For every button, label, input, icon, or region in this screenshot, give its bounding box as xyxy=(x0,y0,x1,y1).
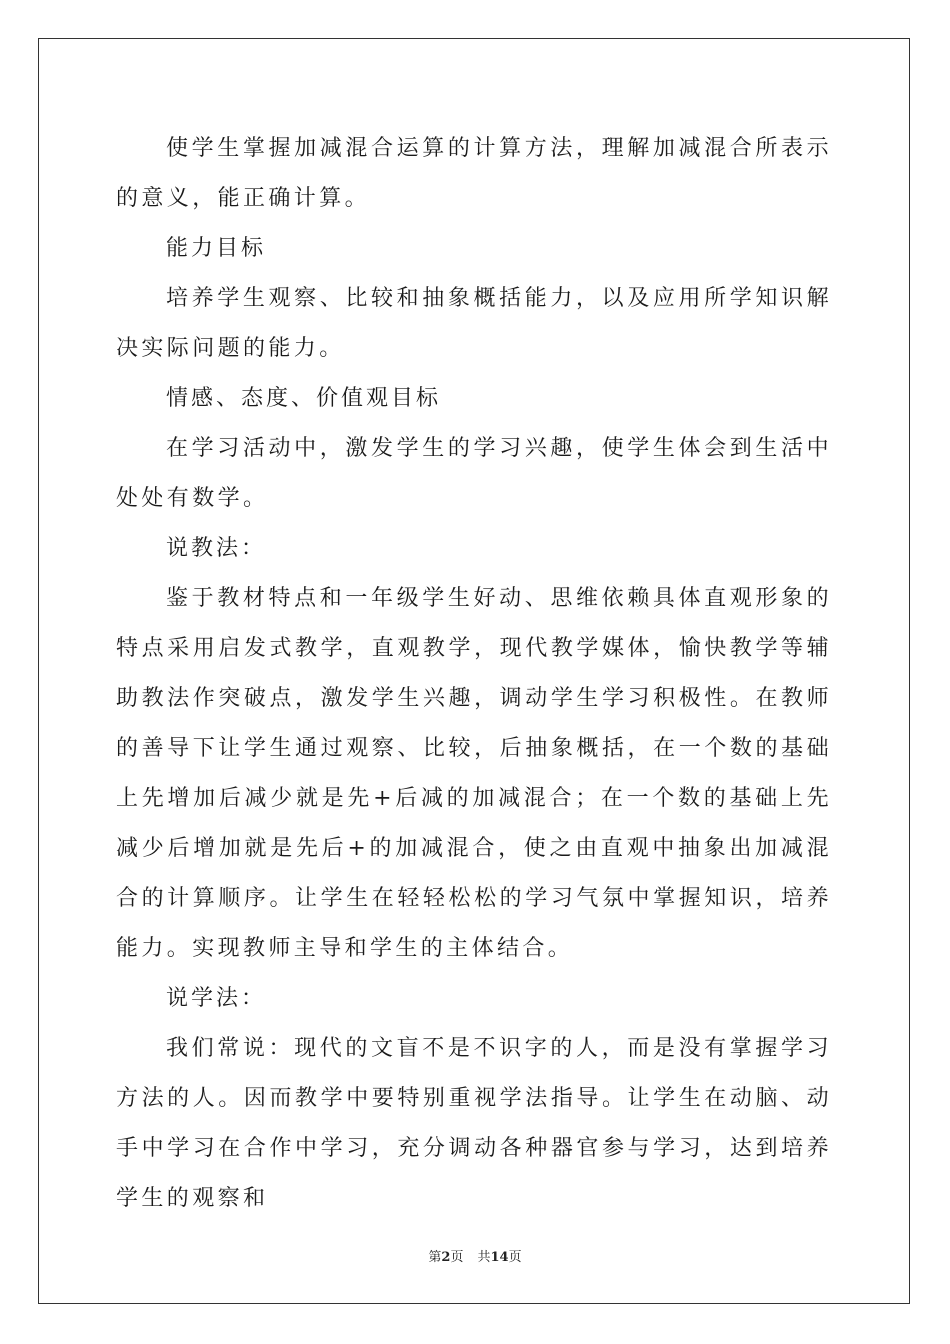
paragraph-learning-method: 我们常说：现代的文盲不是不识字的人，而是没有掌握学习方法的人。因而教学中要特别重视学法指导。让学生在动脑、动手中学习在合作中学习，充分调动各种器官参与学习，达到培养学生的观察和 xyxy=(116,1036,832,1211)
heading-emotion-goal: 情感、态度、价值观目标 xyxy=(166,386,442,411)
heading-ability-goal: 能力目标 xyxy=(166,236,267,261)
paragraph-teaching-method: 鉴于教材特点和一年级学生好动、思维依赖具体直观形象的特点采用启发式教学，直观教学，现代教学媒体，愉快教学等辅助教法作突破点，激发学生兴趣，调动学生学习积极性。在教师的善导下让学生通过观察、比较，后抽象概括，在一个数的基础上先增加后减少就是先+后减的加减混合；在一个数的基础上先减少后增加就是先后+的加减混合，使之由直观中抽象出加减混合的计算顺序。让学生在轻轻松松的学习气氛中掌握知识，培养能力。实现教师主导和学生的主体结合。 xyxy=(116,586,832,961)
footer-page-suffix: 页 xyxy=(450,1250,464,1265)
heading-learning-method: 说学法： xyxy=(166,986,267,1011)
paragraph-knowledge-goal: 使学生掌握加减混合运算的计算方法，理解加减混合所表示的意义，能正确计算。 xyxy=(116,136,832,211)
paragraph-emotion-goal: 在学习活动中，激发学生的学习兴趣，使学生体会到生活中处处有数学。 xyxy=(116,436,832,511)
footer-total-suffix: 页 xyxy=(508,1250,522,1265)
current-page-number: 2 xyxy=(441,1250,451,1265)
document-body xyxy=(116,124,832,1224)
footer-total-prefix: 共 xyxy=(477,1250,491,1265)
heading-teaching-method: 说教法： xyxy=(166,536,267,561)
paragraph-ability-goal: 培养学生观察、比较和抽象概括能力，以及应用所学知识解决实际问题的能力。 xyxy=(116,286,832,361)
total-page-number: 14 xyxy=(490,1250,509,1265)
page-footer xyxy=(0,1246,950,1265)
footer-prefix: 第 xyxy=(428,1250,442,1265)
